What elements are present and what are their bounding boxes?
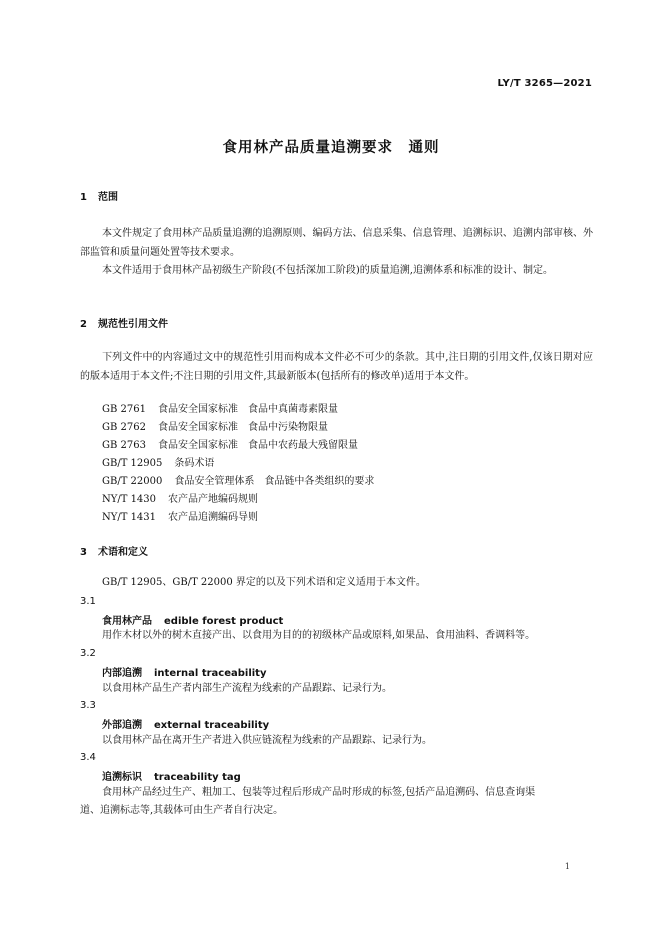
reference-title: 食品安全管理体系 食品链中各类组织的要求	[174, 476, 375, 487]
term-definition: 以食用林产品生产者内部生产流程为线索的产品跟踪、记录行为。	[102, 683, 392, 694]
section-number: 3	[80, 547, 87, 558]
section-1-paragraph-2: 本文件适用于食用林产品初级生产阶段(不包括深加工阶段)的质量追溯,追溯体系和标准的设计、制定。	[102, 265, 553, 276]
reference-code: GB/T 22000	[102, 476, 163, 487]
reference-item	[102, 418, 328, 437]
term-heading	[102, 664, 266, 679]
term-definition: 以食用林产品在离开生产者进入供应链流程为线索的产品跟踪、记录行为。	[102, 735, 432, 746]
standard-code: LY/T 3265—2021	[497, 78, 592, 89]
reference-title: 农产品追溯编码导则	[168, 512, 259, 523]
reference-code: GB/T 12905	[102, 458, 163, 469]
section-1-paragraph-1: 本文件规定了食用林产品质量追溯的追溯原则、编码方法、信息采集、信息管理、追溯标识、追溯内部审核、外部监管和质量问题处置等技术要求。	[80, 228, 593, 258]
term-en: edible forest product	[164, 616, 284, 627]
term-en: internal traceability	[154, 668, 267, 679]
term-cn: 外部追溯	[102, 720, 142, 731]
term-number: 3.3	[80, 700, 96, 711]
reference-item	[102, 472, 374, 491]
term-heading	[102, 768, 241, 783]
term-definition-line-1: 食用林产品经过生产、粗加工、包装等过程后形成产品时形成的标签,包括产品追溯码、信息查询渠	[102, 787, 536, 798]
section-1-heading	[80, 188, 118, 203]
reference-item	[102, 490, 258, 509]
term-heading	[102, 716, 269, 731]
reference-code: NY/T 1431	[102, 512, 157, 523]
reference-title: 食品安全国家标准 食品中污染物限量	[157, 422, 328, 433]
term-en: external traceability	[154, 720, 270, 731]
section-title: 范围	[98, 192, 118, 203]
term-number: 3.1	[80, 596, 96, 607]
term-heading	[102, 612, 283, 627]
reference-item	[102, 400, 338, 419]
section-2-heading	[80, 315, 168, 330]
section-title: 术语和定义	[98, 547, 148, 558]
section-3-intro: GB/T 12905、GB/T 22000 界定的以及下列术语和定义适用于本文件。	[102, 577, 426, 588]
term-number: 3.4	[80, 752, 96, 763]
reference-title: 食品安全国家标准 食品中真菌毒素限量	[157, 404, 338, 415]
term-en: traceability tag	[154, 772, 241, 783]
reference-title: 农产品产地编码规则	[168, 494, 259, 505]
reference-title: 条码术语	[174, 458, 215, 469]
term-cn: 追溯标识	[102, 772, 142, 783]
reference-code: GB 2762	[102, 422, 146, 433]
reference-code: GB 2763	[102, 440, 146, 451]
section-title: 规范性引用文件	[98, 319, 168, 330]
section-number: 1	[80, 192, 87, 203]
reference-code: NY/T 1430	[102, 494, 157, 505]
term-cn: 内部追溯	[102, 668, 142, 679]
document-title: 食用林产品质量追溯要求 通则	[222, 140, 440, 156]
reference-title: 食品安全国家标准 食品中农药最大残留限量	[157, 440, 358, 451]
term-cn: 食用林产品	[102, 616, 152, 627]
reference-code: GB 2761	[102, 404, 146, 415]
reference-item	[102, 454, 214, 473]
reference-item	[102, 508, 258, 527]
term-definition-line-2: 道、追溯标志等,其载体可由生产者自行决定。	[80, 805, 284, 816]
term-definition: 用作木材以外的树木直接产出、以食用为目的的初级林产品或原料,如果品、食用油料、香调料等。	[102, 630, 536, 641]
page-number: 1	[564, 862, 570, 871]
term-number: 3.2	[80, 648, 96, 659]
section-3-heading	[80, 543, 148, 558]
section-2-intro: 下列文件中的内容通过文中的规范性引用而构成本文件必不可少的条款。其中,注日期的引用文件,仅该日期对应的版本适用于本文件;不注日期的引用文件,其最新版本(包括所有的修改单)适用于本文件。	[80, 352, 593, 382]
reference-item	[102, 436, 358, 455]
section-number: 2	[80, 319, 87, 330]
